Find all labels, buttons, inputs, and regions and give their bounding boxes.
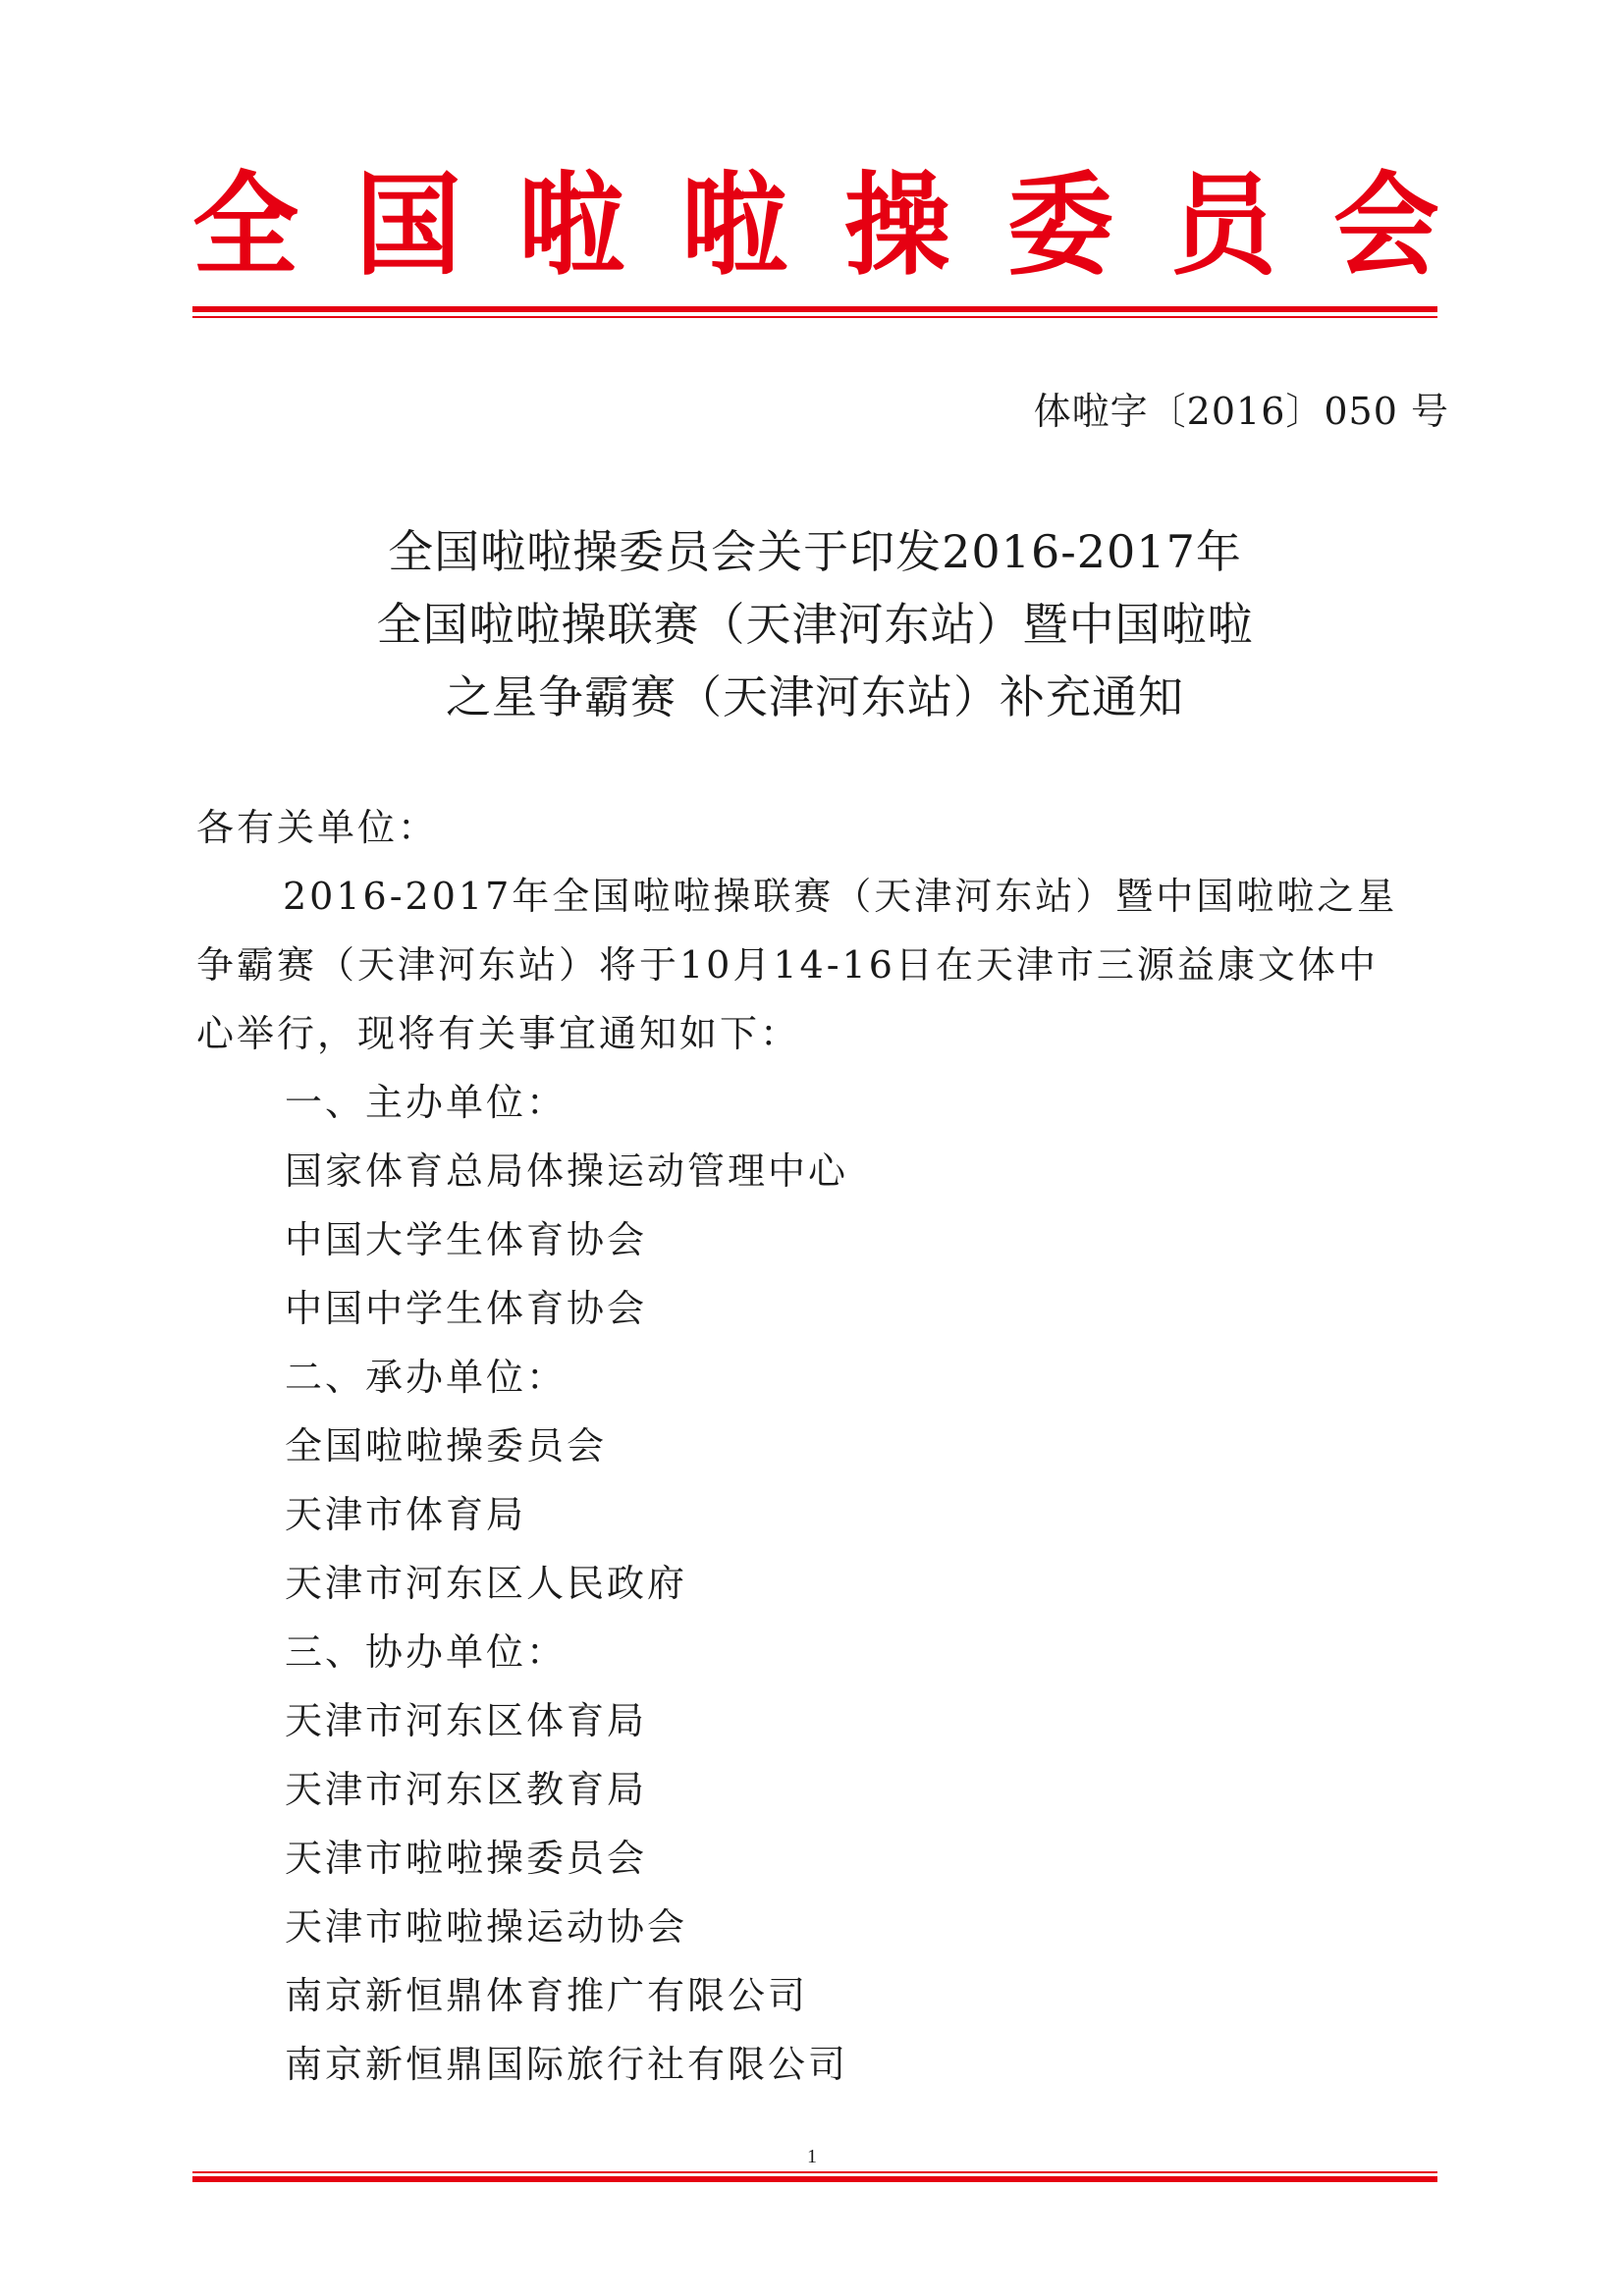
letterhead-char: 会 [1332,160,1439,292]
letterhead-rule-thin [192,316,1437,318]
document-body [196,793,1443,2099]
letterhead-char: 操 [843,160,950,292]
co-organizer-item: 天津市啦啦操运动协会 [285,1905,688,1949]
intro-line: 争霸赛（天津河东站）将于10月14-16日在天津市三源益康文体中 [196,943,1379,987]
intro-paragraph [196,862,1443,1068]
letterhead-char: 员 [1169,160,1276,292]
letterhead-char: 国 [354,160,461,292]
organizer-item: 中国中学生体育协会 [285,1287,648,1330]
organizer-item: 国家体育总局体操运动管理中心 [285,1149,849,1193]
letterhead-char: 全 [192,160,299,292]
co-organizer-item: 天津市啦啦操委员会 [285,1837,648,1880]
host-item: 天津市河东区人民政府 [285,1562,688,1605]
intro-line: 心举行，现将有关事宜通知如下： [196,1012,801,1055]
co-organizer-item: 天津市河东区体育局 [285,1699,648,1742]
section-heading-hosts: 二、承办单位： [285,1356,568,1399]
co-organizer-item: 南京新恒鼎体育推广有限公司 [285,1974,809,2017]
document-number: 体啦字〔2016〕050 号 [1033,390,1449,433]
footer-rule-thick [192,2176,1437,2182]
letterhead-char: 委 [1006,160,1113,292]
co-organizer-item: 南京新恒鼎国际旅行社有限公司 [285,2043,849,2086]
document-title [192,515,1437,733]
letterhead-char: 啦 [680,160,787,292]
co-organizer-item: 天津市河东区教育局 [285,1768,648,1811]
footer-rule-thin [192,2171,1437,2173]
host-item: 天津市体育局 [285,1493,527,1536]
intro-line: 2016-2017年全国啦啦操联赛（天津河东站）暨中国啦啦之星 [283,875,1398,918]
host-item: 全国啦啦操委员会 [285,1424,608,1468]
page-number: 1 [807,2146,817,2167]
title-line: 全国啦啦操联赛（天津河东站）暨中国啦啦 [376,598,1254,651]
section-heading-co-organizers: 三、协办单位： [285,1630,568,1674]
letterhead-rule-thick [192,306,1437,312]
organizer-item: 中国大学生体育协会 [285,1218,648,1261]
letterhead-title [192,160,1439,292]
title-line: 之星争霸赛（天津河东站）补充通知 [446,670,1184,723]
letterhead-char: 啦 [517,160,624,292]
title-line: 全国啦啦操委员会关于印发2016-2017年 [388,525,1242,578]
salutation: 各有关单位： [196,806,439,849]
section-heading-organizers: 一、主办单位： [285,1081,568,1124]
